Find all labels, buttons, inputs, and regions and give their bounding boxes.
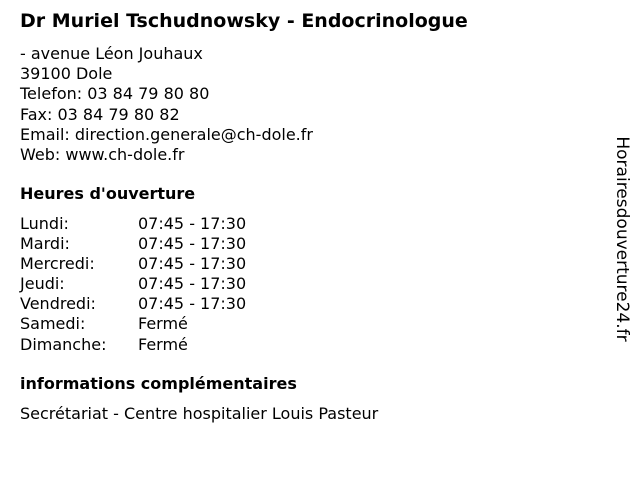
website: Web: www.ch-dole.fr [20,145,185,165]
opening-hours-table [20,214,246,355]
hours-row-tuesday [20,234,246,254]
day-label: Mercredi: [20,254,95,274]
day-label: Jeudi: [20,274,65,294]
time-value: 07:45 - 17:30 [138,274,247,294]
day-label: Samedi: [20,314,86,334]
day-label: Dimanche: [20,334,107,354]
site-watermark: Horairesdouverture24.fr [612,136,632,342]
time-value: Fermé [138,334,188,354]
day-label: Mardi: [20,234,70,254]
hours-row-sunday [20,335,246,355]
hours-row-friday [20,294,246,314]
time-value: Fermé [138,314,188,334]
opening-hours-heading: Heures d'ouverture [20,184,196,203]
email-address: Email: direction.generale@ch-dole.fr [20,124,313,144]
time-value: 07:45 - 17:30 [138,234,247,254]
time-value: 07:45 - 17:30 [138,214,247,233]
hours-row-thursday [20,274,246,294]
page-title: Dr Muriel Tschudnowsky - Endocrinologue [20,10,468,32]
city: 39100 Dole [20,64,113,84]
additional-info-heading: informations complémentaires [20,374,297,393]
hours-row-saturday [20,314,246,334]
street-address: - avenue Léon Jouhaux [20,44,203,63]
time-value: 07:45 - 17:30 [138,294,247,314]
time-value: 07:45 - 17:30 [138,254,247,274]
contact-block [20,44,313,165]
additional-info-text: Secrétariat - Centre hospitalier Louis Pasteur [20,404,379,423]
hours-row-monday [20,214,246,234]
hours-row-wednesday [20,254,246,274]
fax-number: Fax: 03 84 79 80 82 [20,104,180,124]
day-label: Vendredi: [20,294,96,314]
day-label: Lundi: [20,214,69,233]
phone-number: Telefon: 03 84 79 80 80 [20,84,210,104]
